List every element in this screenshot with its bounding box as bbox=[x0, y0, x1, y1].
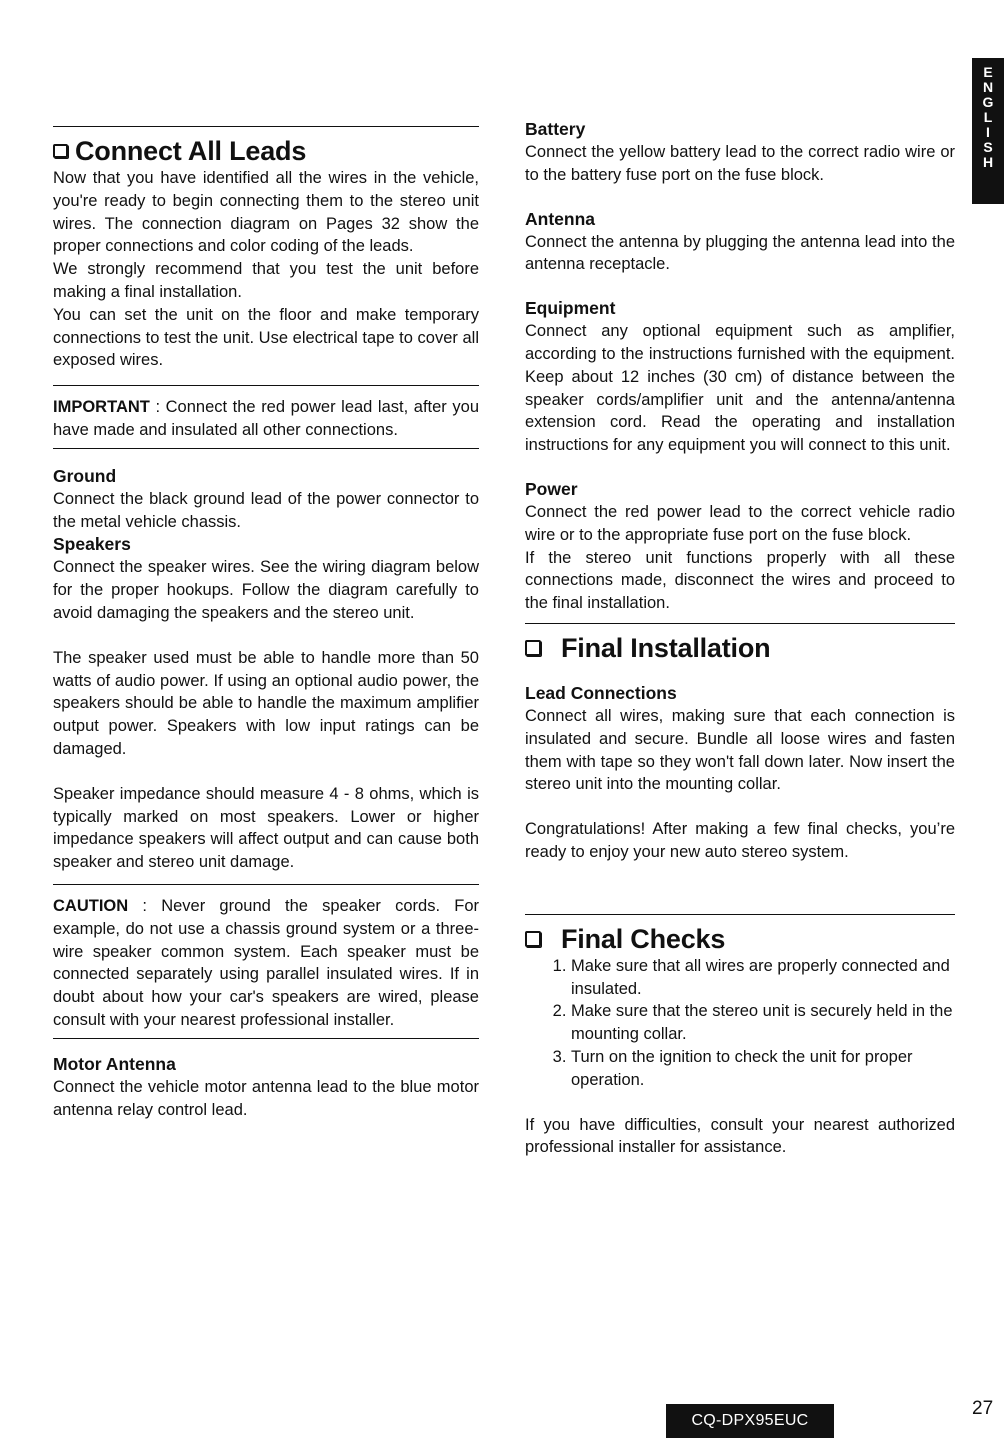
tab-letter: S bbox=[983, 139, 993, 155]
heading-equipment: Equipment bbox=[525, 298, 616, 319]
heading-motor-antenna: Motor Antenna bbox=[53, 1053, 176, 1074]
tab-letter: E bbox=[983, 64, 993, 80]
divider bbox=[525, 914, 955, 915]
section-title-final-checks bbox=[525, 923, 955, 955]
heading-power: Power bbox=[525, 478, 578, 499]
checkbox-square-icon bbox=[525, 931, 541, 947]
paragraph: Speaker impedance should measure 4 - 8 ohms, which is typically marked on most speakers. Lower or higher impedance speakers will affect output and can cause both speaker and stereo unit damage. bbox=[53, 784, 479, 872]
list-item: 1. Make sure that all wires are properly connected and insulated. bbox=[571, 955, 955, 1001]
heading-ground: Ground bbox=[53, 465, 117, 486]
paragraph: Connect any optional equipment such as amplifier, according to the instructions furnished with the equipment. Keep about 12 inches (30 cm) of distance between the speaker cords/amplifier unit and the antenna/antenna extension cord. Read the operating and installation instructions for any equipment you will connect to this unit. bbox=[525, 322, 955, 455]
paragraph: Connect the antenna by plugging the antenna lead into the antenna receptacle. bbox=[525, 232, 955, 274]
heading-battery: Battery bbox=[525, 119, 586, 139]
tab-letter: L bbox=[983, 109, 993, 125]
language-tab-english bbox=[972, 58, 1004, 204]
right-column bbox=[525, 118, 955, 1159]
caution-note bbox=[53, 895, 479, 1032]
paragraph: If you have difficulties, consult your nearest authorized professional installer for assistance. bbox=[525, 1115, 955, 1157]
list-item: 3. Turn on the ignition to check the unit for proper operation. bbox=[571, 1046, 955, 1092]
left-column bbox=[53, 126, 479, 1121]
paragraph: Congratulations! After making a few final checks, you’re ready to enjoy your new auto stereo system. bbox=[525, 820, 955, 861]
final-checks-list bbox=[525, 955, 955, 1092]
page-number: 27 bbox=[972, 1398, 994, 1419]
tab-letter: H bbox=[982, 154, 994, 170]
paragraph: Connect the yellow battery lead to the correct radio wire or to the battery fuse port on the fuse block. bbox=[525, 143, 955, 184]
divider bbox=[53, 1038, 479, 1039]
paragraph: Connect the red power lead to the correct vehicle radio wire or to the appropriate fuse port on the fuse block. bbox=[525, 502, 955, 544]
divider bbox=[53, 448, 479, 449]
paragraph: Connect all wires, making sure that each connection is insulated and secure. Bundle all loose wires and fasten them with tape so they won't fall down later. Now insert the stereo unit into the mounting collar. bbox=[525, 706, 955, 794]
paragraph: Connect the vehicle motor antenna lead to the blue motor antenna relay control lead. bbox=[53, 1077, 479, 1119]
section-title-text: Final Checks bbox=[561, 923, 726, 954]
divider bbox=[525, 623, 955, 624]
checkbox-square-icon bbox=[525, 640, 541, 656]
paragraph: We strongly recommend that you test the unit before making a final installation. bbox=[53, 260, 479, 301]
divider bbox=[53, 884, 479, 885]
tab-letter: N bbox=[982, 79, 994, 95]
heading-antenna: Antenna bbox=[525, 208, 595, 229]
checkbox-square-icon bbox=[53, 144, 68, 158]
list-item: 2. Make sure that the stereo unit is securely held in the mounting collar. bbox=[571, 1000, 955, 1046]
section-title-text: Final Installation bbox=[561, 632, 771, 663]
paragraph: Now that you have identified all the wires in the vehicle, you're ready to begin connecting them to the stereo unit wires. The connection diagram on Pages 32 show the proper connections and color coding of the leads. bbox=[53, 169, 479, 256]
paragraph: You can set the unit on the floor and make temporary connections to test the unit. Use electrical tape to cover all exposed wires. bbox=[53, 305, 479, 370]
section-title-text: Connect All Leads bbox=[75, 136, 307, 166]
caution-label: CAUTION bbox=[53, 896, 129, 915]
tab-letter: G bbox=[982, 94, 994, 110]
caution-text: : Never ground the speaker cords. For example, do not use a chassis ground system or a three-wire speaker common system. Each speaker must be connected separately using parallel insulated wires. If in doubt about how your car's speakers are wired, please consult with your nearest professional installer. bbox=[53, 896, 479, 1029]
tab-letter: I bbox=[986, 124, 990, 140]
heading-lead-connections: Lead Connections bbox=[525, 682, 677, 703]
paragraph: Connect the speaker wires. See the wiring diagram below for the proper hookups. Follow the diagram carefully to avoid damaging the speakers and the stereo unit. bbox=[53, 558, 479, 622]
divider bbox=[53, 126, 479, 127]
paragraph: Connect the black ground lead of the power connector to the metal vehicle chassis. bbox=[53, 489, 479, 531]
paragraph: The speaker used must be able to handle more than 50 watts of audio power. If using an optional audio power, the speakers should be able to handle the maximum amplifier output power. Speakers with low input ratings can be damaged. bbox=[53, 648, 479, 758]
heading-speakers: Speakers bbox=[53, 534, 131, 555]
section-title-connect-all-leads bbox=[53, 135, 479, 167]
important-note bbox=[53, 396, 479, 442]
model-number-badge: CQ-DPX95EUC bbox=[666, 1404, 834, 1438]
important-text: : Connect the red power lead last, after you have made and insulated all other connections. bbox=[53, 398, 479, 439]
section-title-final-installation bbox=[525, 632, 955, 664]
divider bbox=[53, 385, 479, 386]
important-label: IMPORTANT bbox=[53, 398, 150, 417]
paragraph: If the stereo unit functions properly with all these connections made, disconnect the wires and proceed to the final installation. bbox=[525, 548, 955, 613]
